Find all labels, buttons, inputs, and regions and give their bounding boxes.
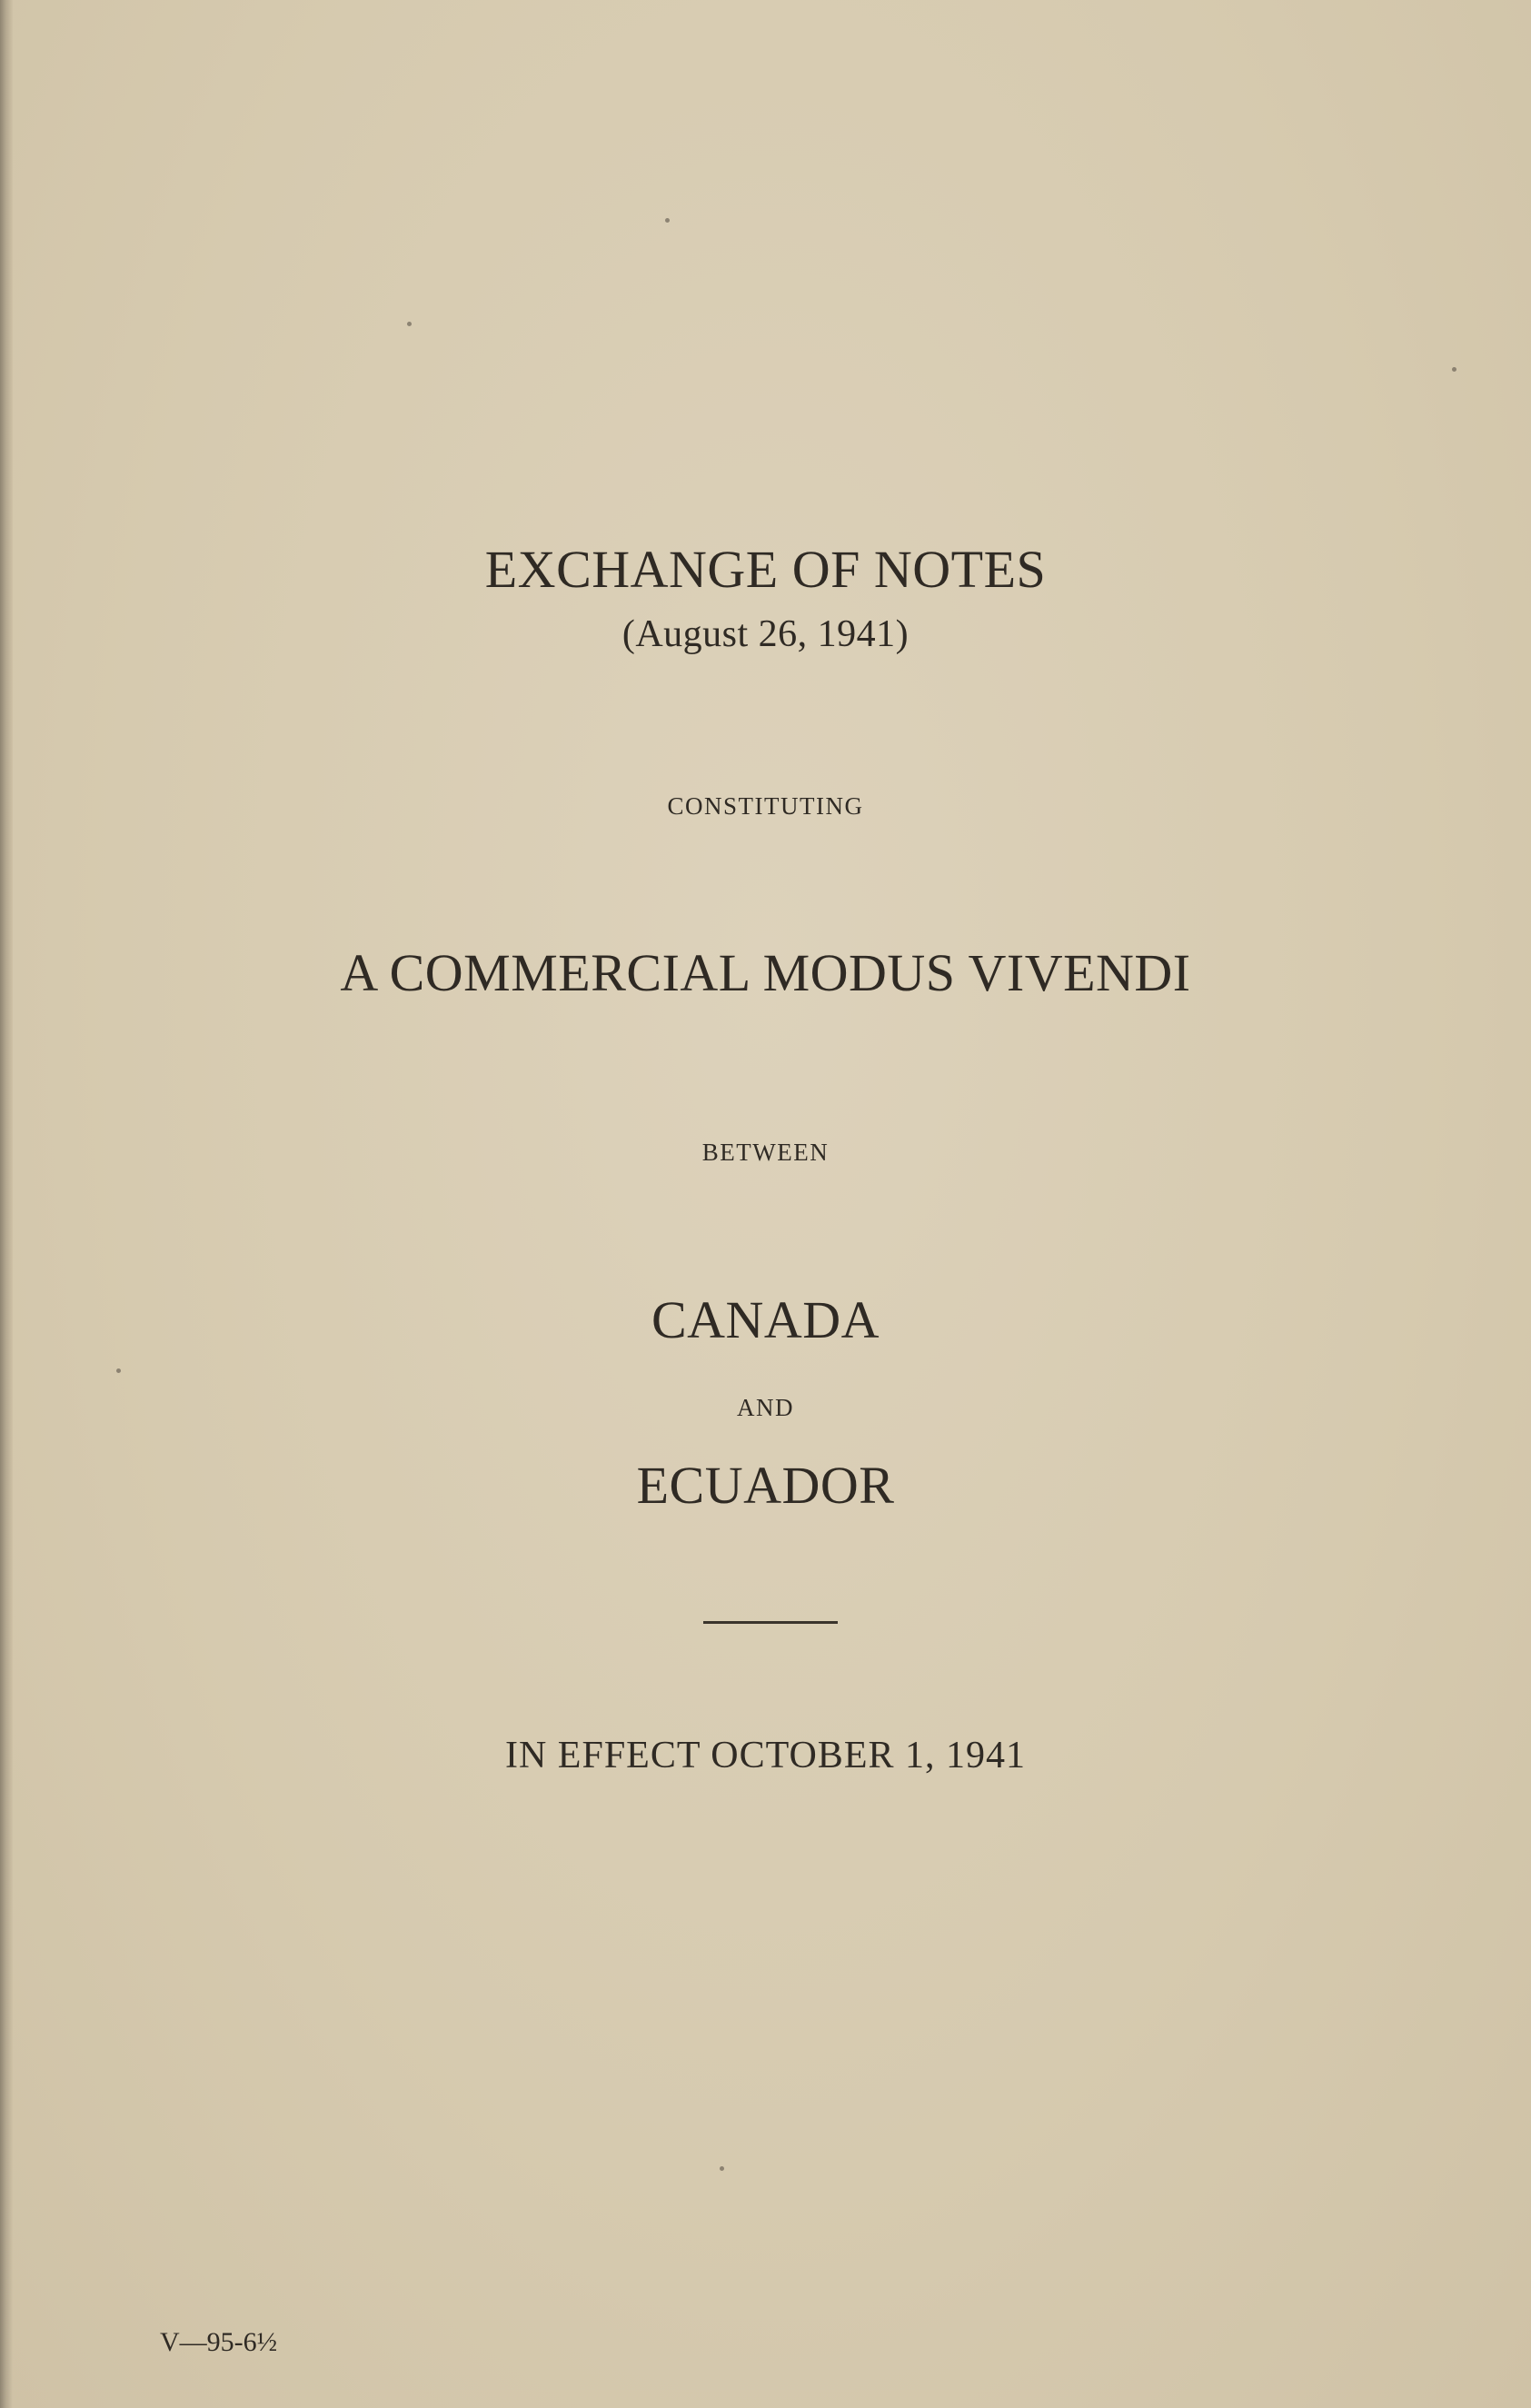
paper-speck (720, 2166, 724, 2171)
paper-speck (1452, 367, 1456, 372)
party-one: CANADA (651, 1290, 880, 1349)
effective-date: IN EFFECT OCTOBER 1, 1941 (504, 1735, 1026, 1776)
printer-code: V—95-6½ (160, 2327, 278, 2357)
paper-speck (116, 1368, 121, 1373)
page-binding-edge (0, 0, 13, 2408)
and-label: AND (737, 1394, 794, 1421)
constituting-label: CONSTITUTING (667, 792, 864, 820)
document-subject: A COMMERCIAL MODUS VIVENDI (340, 943, 1191, 1002)
document-date: (August 26, 1941) (621, 613, 910, 655)
paper-speck (407, 322, 412, 326)
paper-speck (665, 218, 670, 223)
party-two: ECUADOR (636, 1456, 895, 1515)
between-label: BETWEEN (701, 1139, 830, 1166)
divider-rule (703, 1621, 838, 1624)
document-title: EXCHANGE OF NOTES (484, 540, 1047, 599)
